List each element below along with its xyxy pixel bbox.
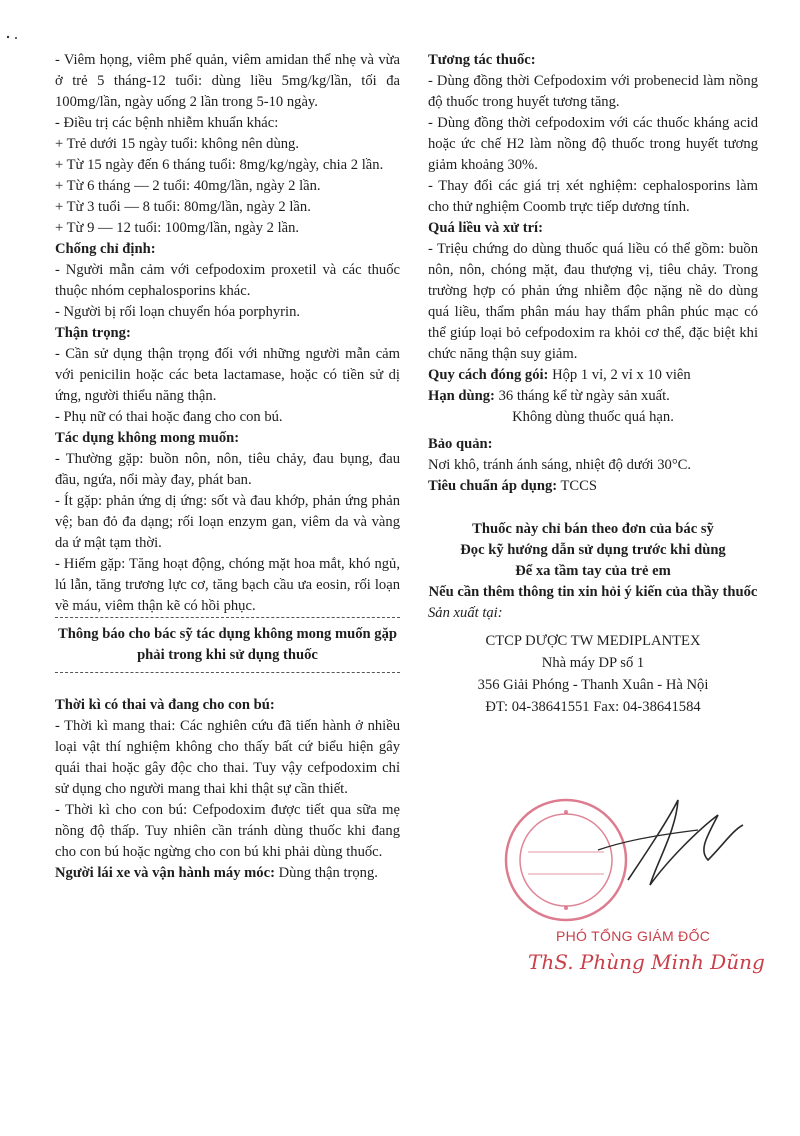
- warning-block: [428, 519, 758, 603]
- warning-line: Để xa tầm tay của trẻ em: [515, 563, 671, 579]
- interaction-heading: Tương tác thuốc:: [428, 52, 536, 68]
- standard-label: Tiêu chuẩn áp dụng:: [428, 478, 558, 494]
- manufacturer-plant: Nhà máy DP số 1: [541, 655, 645, 671]
- corner-mark: [6, 28, 20, 34]
- driving-text: Dùng thận trọng.: [278, 865, 378, 881]
- spacer: [55, 673, 400, 695]
- warning-line: Đọc kỹ hướng dẫn sử dụng trước khi dùng: [460, 542, 726, 558]
- dose-line: + Từ 9 — 12 tuổi: 100mg/lần, ngày 2 lần.: [55, 220, 300, 236]
- standard-value: TCCS: [560, 478, 597, 494]
- warning-line: Thuốc này chỉ bán theo đơn của bác sỹ: [472, 521, 714, 537]
- adverse-effect-line: - Hiếm gặp: Tăng hoạt động, chóng mặt hoa mắt, khó ngủ, lú lẫn, tăng trương lực cơ, tăng bạch cầu ưa eosin, rối loạn về máu, viêm thận kẽ có hồi phục.: [55, 556, 400, 614]
- interaction-line: - Dùng đồng thời Cefpodoxim với probenecid làm nồng độ thuốc trong huyết tương tăng.: [428, 73, 758, 110]
- right-column: [428, 50, 758, 718]
- dose-line: - Điều trị các bệnh nhiễm khuẩn khác:: [55, 115, 279, 131]
- storage-label: Bảo quản:: [428, 436, 493, 452]
- doctor-notice: Thông báo cho bác sỹ tác dụng không mong muốn gặp phải trong khi sử dụng thuốc: [55, 617, 400, 673]
- manufacturer-label: Sản xuất tại:: [428, 605, 503, 621]
- left-column: [55, 50, 400, 884]
- overdose-heading: Quá liều và xử trí:: [428, 220, 543, 236]
- interaction-line: - Thay đổi các giá trị xét nghiệm: cephalosporins làm cho thử nghiệm Coomb trực tiếp dương tính.: [428, 178, 758, 215]
- standard-row: [428, 476, 758, 497]
- dose-line: + Từ 15 ngày đến 6 tháng tuổi: 8mg/kg/ngày, chia 2 lần.: [55, 157, 384, 173]
- manufacturer-contact: ĐT: 04-38641551 Fax: 04-38641584: [485, 699, 701, 715]
- caution-line: - Cần sử dụng thận trọng đối với những người mẫn cảm với penicilin hoặc các beta lactamase, hoặc có tiền sử dị ứng, người thiểu năng thận.: [55, 346, 400, 404]
- manufacturer-address: 356 Giải Phóng - Thanh Xuân - Hà Nội: [477, 677, 709, 693]
- storage-value: Nơi khô, tránh ánh sáng, nhiệt độ dưới 30°C.: [428, 457, 692, 473]
- pregnancy-line: - Thời kì cho con bú: Cefpodoxim được tiết qua sữa mẹ nồng độ thấp. Tuy nhiên cần tránh dùng thuốc khi đang cho con bú hoặc ngừng cho con bú khi phải dùng thuốc.: [55, 802, 400, 860]
- expiry-value: 36 tháng kể từ ngày sản xuất.: [498, 388, 670, 404]
- adverse-effect-line: - Ít gặp: phản ứng dị ứng: sốt và đau khớp, phản ứng phản vệ; ban đỏ đa dạng; rối loạn enzym gan, viêm da và vàng da ứ mật tạm thời.: [55, 493, 400, 551]
- contraindication-line: - Người bị rối loạn chuyển hóa porphyrin.: [55, 304, 301, 320]
- dose-line: + Từ 6 tháng — 2 tuổi: 40mg/lần, ngày 2 lần.: [55, 178, 321, 194]
- adverse-effect-line: - Thường gặp: buồn nôn, nôn, tiêu chảy, đau bụng, đau đầu, ngứa, nổi mày đay, phát ban.: [55, 451, 400, 488]
- adverse-effects-heading: Tác dụng không mong muốn:: [55, 430, 240, 446]
- driving-heading: Người lái xe và vận hành máy móc:: [55, 865, 275, 881]
- expiry-label: Hạn dùng:: [428, 388, 495, 404]
- interaction-line: - Dùng đồng thời cefpodoxim với các thuốc kháng acid hoặc ức chế H2 làm nồng độ thuốc trong huyết tương giảm khoảng 30%.: [428, 115, 758, 173]
- warning-line: Nếu cần thêm thông tin xin hỏi ý kiến của thầy thuốc: [428, 584, 758, 600]
- dose-line: - Viêm họng, viêm phế quản, viêm amidan thể nhẹ và vừa ở trẻ 5 tháng-12 tuổi: dùng liều 5mg/kg/lần, tối đa 100mg/lần, ngày uống 2 lần trong 5-10 ngày.: [55, 52, 400, 110]
- pregnancy-heading: Thời kì có thai và đang cho con bú:: [55, 697, 275, 713]
- expiry-note: Không dùng thuốc quá hạn.: [512, 409, 674, 425]
- dose-line: + Từ 3 tuổi — 8 tuổi: 80mg/lần, ngày 2 lần.: [55, 199, 311, 215]
- director-title: PHÓ TỔNG GIÁM ĐỐC: [556, 928, 711, 944]
- manufacturer-name: CTCP DƯỢC TW MEDIPLANTEX: [485, 633, 701, 649]
- overdose-text: - Triệu chứng do dùng thuốc quá liều có thể gồm: buồn nôn, nôn, chóng mặt, đau thượng vị, tiêu chảy. Trong trường hợp có phản ứng nhiễm độc nặng nề do dùng quá liều, thẩm phân máu hay thẩm phân phúc mạc có thể giúp loại bỏ cefpodoxim ra khỏi cơ thể, đặc biệt khi chức năng thận suy giảm.: [428, 241, 758, 362]
- signature: [558, 790, 748, 900]
- packing-row: [428, 365, 758, 386]
- packing-label: Quy cách đóng gói:: [428, 367, 549, 383]
- dose-line: + Trẻ dưới 15 ngày tuổi: không nên dùng.: [55, 136, 299, 152]
- caution-line: - Phụ nữ có thai hoặc đang cho con bú.: [55, 409, 283, 425]
- contraindication-heading: Chống chỉ định:: [55, 241, 156, 257]
- pregnancy-line: - Thời kì mang thai: Các nghiên cứu đã tiến hành ở nhiều loại vật thí nghiệm không cho thấy bất cứ biểu hiện gây quái thai hoặc gây độc cho thai. Tuy vậy cefpodoxim chỉ sử dụng cho người mang thai khi thật sự cần thiết.: [55, 718, 400, 797]
- stamp-and-signature: [488, 790, 768, 1000]
- contraindication-line: - Người mẫn cảm với cefpodoxim proxetil và các thuốc thuộc nhóm cephalosporins khác.: [55, 262, 400, 299]
- manufacturer-block: [428, 630, 758, 718]
- expiry-row: [428, 386, 758, 407]
- caution-heading: Thận trọng:: [55, 325, 131, 341]
- director-name: ThS. Phùng Minh Dũng: [528, 950, 765, 974]
- packing-value: Hộp 1 vỉ, 2 vỉ x 10 viên: [552, 367, 691, 383]
- driving-paragraph: [55, 863, 400, 884]
